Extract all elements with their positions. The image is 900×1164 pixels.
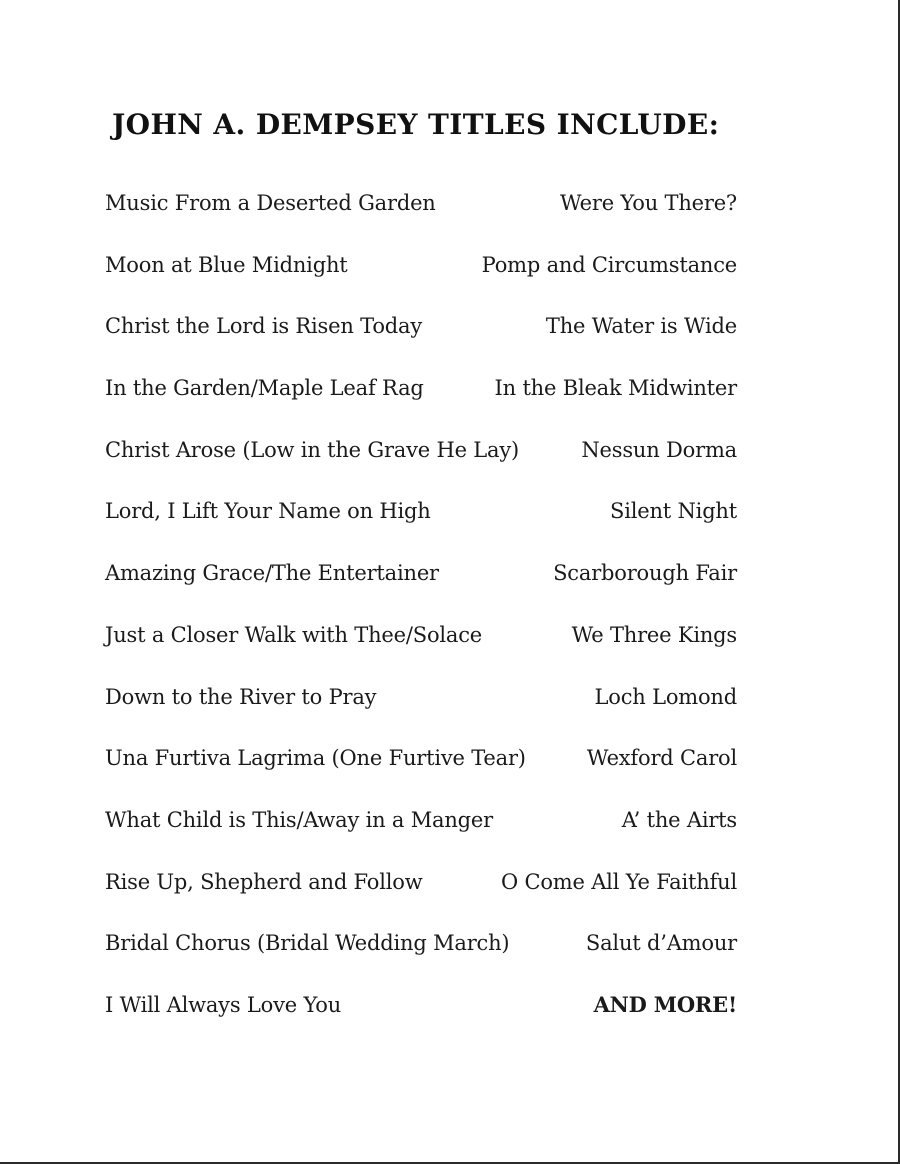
title-row <box>105 497 737 559</box>
title-right: Loch Lomond <box>594 684 737 709</box>
title-left: Una Furtiva Lagrima (One Furtive Tear) <box>105 746 526 771</box>
title-row <box>105 744 737 806</box>
title-left: Moon at Blue Midnight <box>105 252 348 277</box>
title-row <box>105 806 737 868</box>
title-row <box>105 251 737 313</box>
title-row <box>105 559 737 621</box>
title-row <box>105 374 737 436</box>
title-right: The Water is Wide <box>545 314 737 339</box>
title-row <box>105 189 737 251</box>
page-title: JOHN A. DEMPSEY TITLES INCLUDE: <box>112 108 720 141</box>
title-row <box>105 436 737 498</box>
title-right: In the Bleak Midwinter <box>494 376 737 401</box>
title-right: Nessun Dorma <box>581 437 737 462</box>
title-left: Music From a Deserted Garden <box>105 191 436 215</box>
title-left: Bridal Chorus (Bridal Wedding March) <box>105 931 510 956</box>
title-right: Scarborough Fair <box>553 561 737 586</box>
title-right: A’ the Airts <box>621 807 737 832</box>
titles-list <box>105 189 737 1053</box>
title-row <box>105 312 737 374</box>
title-left: Rise Up, Shepherd and Follow <box>105 869 423 894</box>
title-right: O Come All Ye Faithful <box>501 869 737 894</box>
title-left: I Will Always Love You <box>105 992 342 1017</box>
title-left: Christ the Lord is Risen Today <box>105 314 422 339</box>
title-left: Just a Closer Walk with Thee/Solace <box>105 622 483 647</box>
title-left: What Child is This/Away in a Manger <box>105 807 493 832</box>
title-left: Lord, I Lift Your Name on High <box>105 499 431 524</box>
and-more-label: AND MORE! <box>593 991 737 1017</box>
title-right: Were You There? <box>559 191 737 215</box>
title-row <box>105 991 737 1053</box>
title-right: Salut d’Amour <box>585 931 737 956</box>
title-right: We Three Kings <box>571 622 737 647</box>
title-right: Silent Night <box>610 499 737 524</box>
title-row <box>105 683 737 745</box>
title-row <box>105 929 737 991</box>
title-left: Down to the River to Pray <box>105 684 377 709</box>
title-row <box>105 868 737 930</box>
title-row <box>105 621 737 683</box>
title-left: Amazing Grace/The Entertainer <box>105 561 439 586</box>
title-left: Christ Arose (Low in the Grave He Lay) <box>105 437 520 462</box>
title-right: Pomp and Circumstance <box>481 252 737 277</box>
title-left: In the Garden/Maple Leaf Rag <box>105 376 424 401</box>
title-right: Wexford Carol <box>586 746 737 771</box>
